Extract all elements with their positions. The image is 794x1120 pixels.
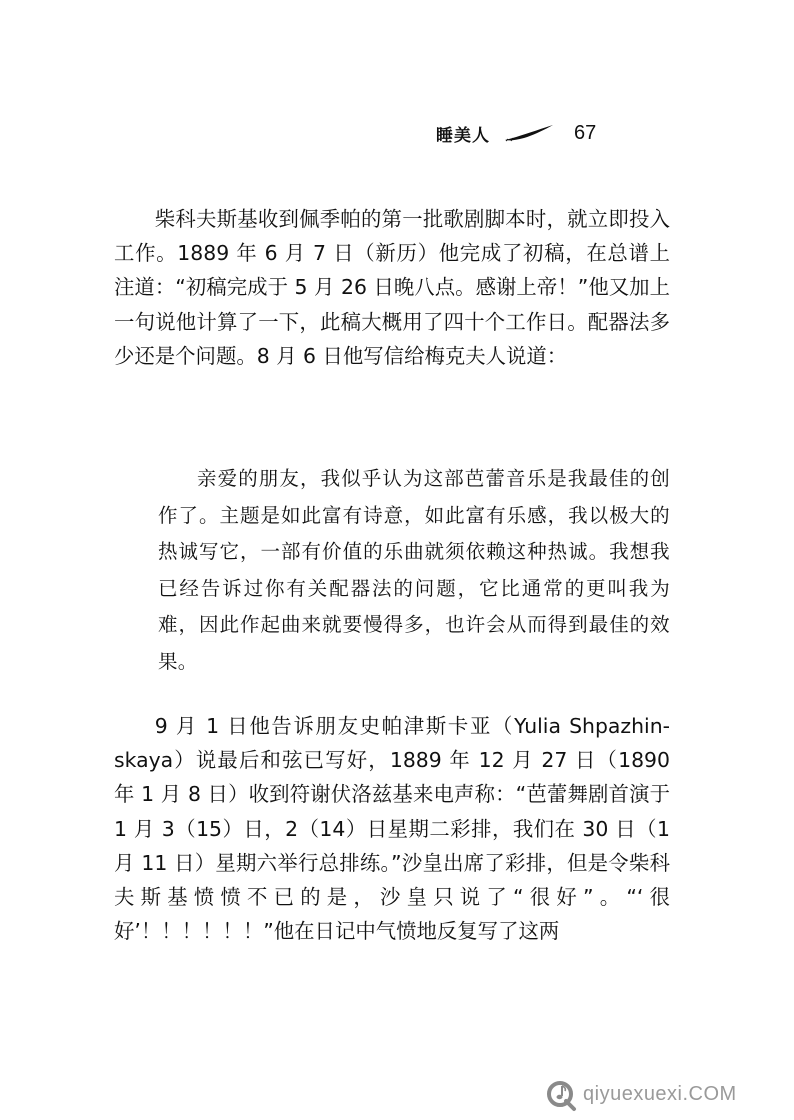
body-paragraph-1: 柴科夫斯基收到佩季帕的第一批歌剧脚本时，就立即投入工作。1889 年 6 月 7 日（新历）他完成了初稿，在总谱上注道：“初稿完成于 5 月 26 日晚八点。感谢上帝！”他又加上一句说他计算了一下，此稿大概用了四十个工作日。配器法多少还是个问题。8 月 6 日他写信给梅克夫人说道： [114,207,670,368]
feather-ornament-icon [504,124,554,142]
page-number: 67 [574,121,597,144]
music-note-logo-icon [545,1076,581,1112]
running-head [436,118,596,148]
block-quote-letter: 亲爱的朋友，我似乎认为这部芭蕾音乐是我最佳的创作了。主题是如此富有诗意，如此富有乐感，我以极大的热诚写它，一部有价值的乐曲就须依赖这种热诚。我想我已经告诉过你有关配器法的问题，它比通常的更叫我为难，因此作起曲来就要慢得多，也许会从而得到最佳的效果。 [158,467,670,673]
body-paragraph-3: 9 月 1 日他告诉朋友史帕津斯卡亚（Yulia Shpazhinskaya）说最后和弦已写好，1889 年 12 月 27 日（1890 年 1 月 8 日）收到符谢伏洛兹基来电声称：“芭蕾舞剧首演于 1 月 3（15）日，2（14）日星期二彩排，我们在 30 日（1 月 11 日）星期六举行总排练。”沙皇出席了彩排，但是令柴科夫斯基愤愤不已的是，沙皇只说了“很好”。“‘很好’！！！！！！”他在日记中气愤地反复写了这两 [114,714,670,944]
watermark-text: qiyuexuexi.COM [583,1082,737,1105]
running-title: 睡美人 [436,125,490,146]
watermark [545,1074,785,1114]
